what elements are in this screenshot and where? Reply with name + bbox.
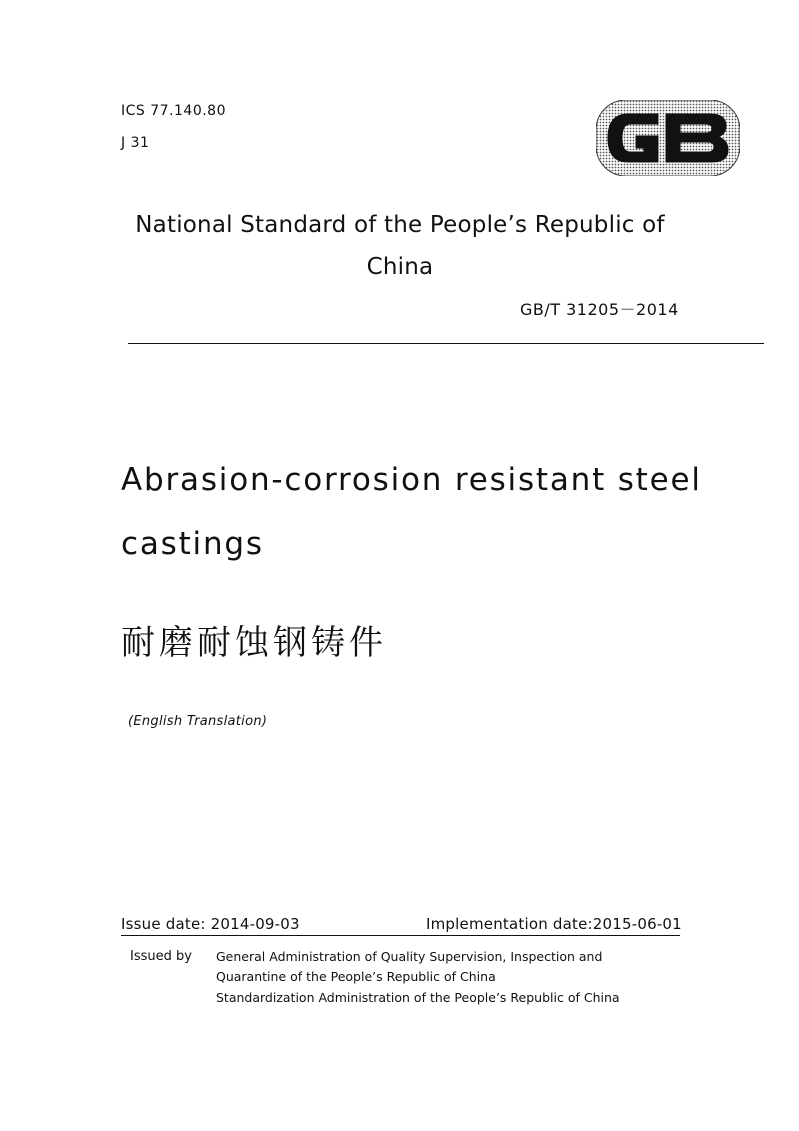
dates-divider bbox=[121, 935, 680, 936]
issuer-label: Issued by bbox=[130, 949, 192, 964]
header-divider bbox=[128, 343, 764, 344]
chinese-title: 耐磨耐蚀钢铸件 bbox=[121, 623, 387, 663]
issue-date: Issue date: 2014-09-03 bbox=[121, 915, 300, 933]
issuer-line: Standardization Administration of the People’s Republic of China bbox=[216, 990, 620, 1005]
standard-number: GB/T 31205－2014 bbox=[520, 300, 679, 319]
ccs-code: J 31 bbox=[121, 135, 150, 151]
standard-heading: National Standard of the People’s Republic of China bbox=[135, 212, 665, 280]
english-title: Abrasion-corrosion resistant steel castings bbox=[121, 462, 702, 562]
translation-note: (English Translation) bbox=[128, 714, 268, 729]
gb-logo bbox=[596, 100, 740, 176]
ics-code: ICS 77.140.80 bbox=[121, 103, 226, 119]
issuer-line: General Administration of Quality Supervision, Inspection and bbox=[216, 949, 603, 964]
implementation-date: Implementation date:2015-06-01 bbox=[426, 915, 682, 933]
issuer-line: Quarantine of the People’s Republic of China bbox=[216, 969, 496, 984]
